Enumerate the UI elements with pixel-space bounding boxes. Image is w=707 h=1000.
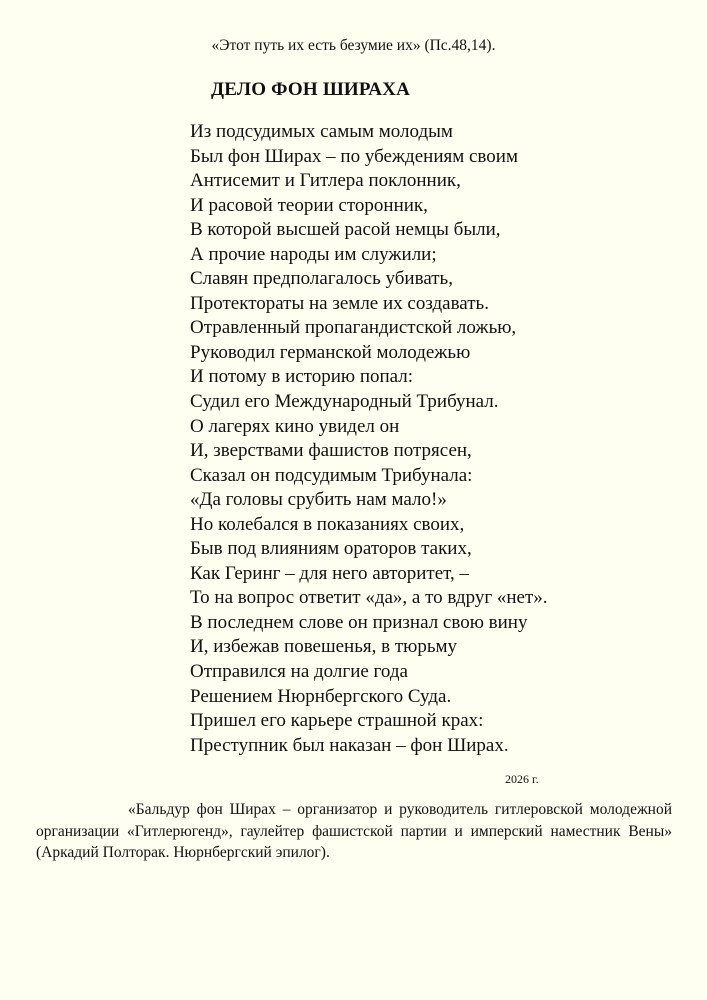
poem-line: Славян предполагалось убивать, (190, 268, 453, 290)
poem-title: ДЕЛО ФОН ШИРАХА (211, 79, 411, 100)
poem-line: В последнем слове он признал свою вину (190, 611, 528, 633)
poem-line: Отправился на долгие года (190, 661, 408, 683)
poem-line: И, избежав повешенья, в тюрьму (190, 636, 458, 658)
poem-line: Преступник был наказан – фон Ширах. (190, 734, 509, 756)
quote-note: «Бальдур фон Ширах – организатор и руководитель гитлеровской молодежной организации «Гитлерюгенд», гаулейтер фашистской партии и имперский наместник Вены» (Аркадий Полторак. Нюрнбергский эпилог). (36, 801, 672, 861)
poem-line: И расовой теории сторонник, (190, 194, 428, 216)
poem-line: И потому в историю попал: (190, 366, 414, 388)
poem-line: Пришел его карьере страшной крах: (190, 710, 484, 732)
poem-line: Отравленный пропагандистской ложью, (190, 317, 517, 339)
poem-date: 2026 г. (505, 772, 539, 786)
poem-line: Антисемит и Гитлера поклонник, (190, 170, 461, 192)
poem-line: Протектораты на земле их создавать. (190, 292, 489, 314)
poem-line: Судил его Международный Трибунал. (190, 391, 499, 413)
poem-line: Сказал он подсудимым Трибунала: (190, 464, 473, 486)
poem-line: В которой высшей расой немцы были, (190, 219, 501, 241)
poem-line: «Да головы срубить нам мало!» (190, 489, 447, 511)
poem-body (190, 120, 650, 758)
poem-line: Быв под влияниям ораторов таких, (190, 538, 472, 560)
poem-line: То на вопрос ответит «да», а то вдруг «нет». (190, 587, 548, 609)
poem-line: Но колебался в показаниях своих, (190, 513, 465, 535)
poem-line: О лагерях кино увидел он (190, 415, 400, 437)
epigraph: «Этот путь их есть безумие их» (Пс.48,14). (211, 37, 496, 54)
poem-line: Решением Нюрнбергского Суда. (190, 685, 452, 707)
poem-line: А прочие народы им служили; (190, 243, 437, 265)
poem-line: И, зверствами фашистов потрясен, (190, 440, 472, 462)
poem-line: Из подсудимых самым молодым (190, 121, 453, 142)
poem-line: Был фон Ширах – по убеждениям своим (190, 145, 518, 167)
poem-line: Руководил германской молодежью (190, 341, 471, 363)
poem-line: Как Геринг – для него авторитет, – (190, 562, 470, 584)
